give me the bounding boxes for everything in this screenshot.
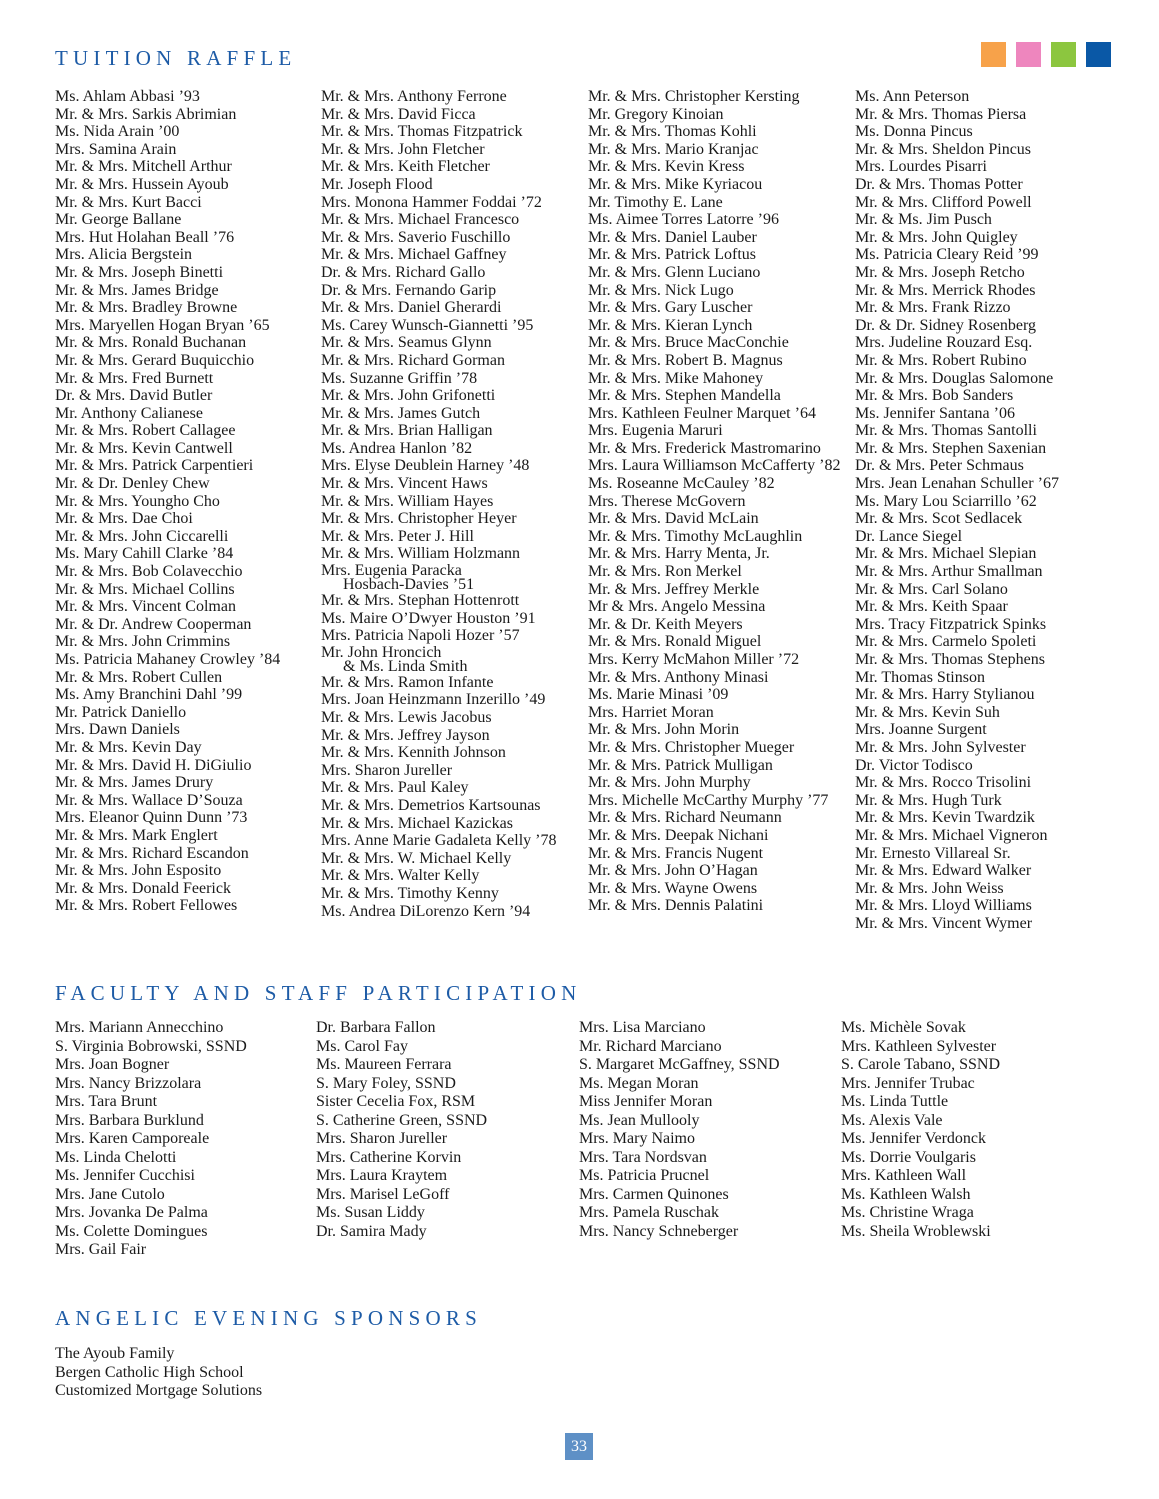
list-item: Mr. Richard Marciano bbox=[579, 1037, 722, 1055]
list-item: Mr. & Mrs. Daniel Lauber bbox=[588, 228, 757, 246]
list-item: Ms. Linda Tuttle bbox=[841, 1093, 949, 1110]
list-item: Mrs. Kerry McMahon Miller ’72 bbox=[588, 651, 800, 668]
list-item: Mr. & Mrs. Rocco Trisolini bbox=[855, 774, 1032, 792]
list-item: Ms. Jean Mullooly bbox=[579, 1111, 700, 1129]
list-item: Mr. & Mrs. W. Michael Kelly bbox=[321, 849, 512, 867]
list-item: Mr. & Mrs. William Hayes bbox=[321, 492, 494, 510]
list-item: Mr. & Mrs. Merrick Rhodes bbox=[855, 281, 1036, 299]
list-item: Mr. & Mrs. Robert Rubino bbox=[855, 351, 1027, 369]
list-item: Mr. & Mrs. Nick Lugo bbox=[588, 281, 734, 299]
list-item: Mr. & Mrs. Jeffrey Merkle bbox=[588, 580, 760, 598]
list-item: Mr. & Mrs. John Esposito bbox=[55, 862, 222, 880]
list-item bbox=[321, 563, 556, 592]
list-item: S. Virginia Bobrowski, SSND bbox=[55, 1037, 247, 1055]
name-column bbox=[321, 88, 556, 920]
list-item: Mrs. Karen Camporeale bbox=[55, 1130, 210, 1147]
list-item: Mr. Thomas Stinson bbox=[855, 668, 985, 686]
list-item-continuation: Hosbach-Davies ’51 bbox=[343, 576, 475, 594]
list-item: Mrs. Harriet Moran bbox=[588, 703, 714, 721]
list-item: Ms. Colette Domingues bbox=[55, 1222, 208, 1240]
list-item: Mr. & Mrs. Robert B. Magnus bbox=[588, 351, 783, 369]
list-item: Mr. Ernesto Villareal Sr. bbox=[855, 844, 1011, 862]
list-item: Ms. Suzanne Griffin ’78 bbox=[321, 369, 478, 387]
list-item: Mr. & Mrs. Bruce MacConchie bbox=[588, 334, 789, 352]
list-item: Mrs. Sharon Jureller bbox=[321, 761, 453, 779]
list-item: Mr. & Mrs. Kieran Lynch bbox=[588, 316, 753, 334]
list-item: Mr. & Mrs. Seamus Glynn bbox=[321, 334, 492, 352]
list-item: Dr. & Mrs. Richard Gallo bbox=[321, 263, 486, 281]
list-item: Mr. & Mrs. Arthur Smallman bbox=[855, 563, 1043, 581]
list-item: Ms. Megan Moran bbox=[579, 1074, 699, 1092]
list-item: S. Mary Foley, SSND bbox=[316, 1074, 456, 1092]
list-item: Mr. & Mrs. Demetrios Kartsounas bbox=[321, 796, 541, 814]
list-item: Mr. & Mrs. Michael Francesco bbox=[321, 211, 520, 229]
list-item: Mr. & Mrs. Stephen Mandella bbox=[588, 387, 781, 405]
list-item: Ms. Ann Peterson bbox=[855, 88, 970, 105]
list-item: Mrs. Mary Naimo bbox=[579, 1130, 695, 1147]
list-item: Mr. & Mrs. Wallace D’Souza bbox=[55, 791, 243, 809]
list-item: Mrs. Dawn Daniels bbox=[55, 721, 180, 739]
list-item: Mr. & Mrs. Kevin Suh bbox=[855, 703, 1000, 721]
list-item: Mr. & Mrs. Anthony Ferrone bbox=[321, 88, 507, 105]
list-item: Ms. Andrea DiLorenzo Kern ’94 bbox=[321, 902, 531, 920]
list-item: Mrs. Therese McGovern bbox=[588, 492, 746, 510]
list-item: Mr. & Mrs. Thomas Fitzpatrick bbox=[321, 123, 523, 141]
list-item: Mr. & Mrs. Scot Sedlacek bbox=[855, 510, 1023, 528]
list-item: Mrs. Maryellen Hogan Bryan ’65 bbox=[55, 316, 270, 334]
section-title-tuition-raffle: TUITION RAFFLE bbox=[55, 46, 297, 70]
list-item: Mr. & Mrs. Joseph Retcho bbox=[855, 263, 1025, 281]
list-item: Bergen Catholic High School bbox=[55, 1363, 244, 1381]
list-item: Mr. & Mrs. Patrick Carpentieri bbox=[55, 457, 254, 475]
list-item: Mr. & Mrs. Vincent Haws bbox=[321, 475, 488, 493]
list-item: Mr. & Ms. Jim Pusch bbox=[855, 211, 992, 229]
list-item: Mr. & Mrs. Christopher Mueger bbox=[588, 738, 795, 756]
list-item: Ms. Donna Pincus bbox=[855, 123, 973, 141]
list-item: Ms. Sheila Wroblewski bbox=[841, 1222, 991, 1240]
list-item: Ms. Kathleen Walsh bbox=[841, 1185, 971, 1203]
list-item: Mr. & Mrs. Richard Escandon bbox=[55, 844, 249, 862]
list-item: Mrs. Kathleen Wall bbox=[841, 1167, 967, 1184]
list-item: Mr. & Mrs. Walter Kelly bbox=[321, 867, 480, 885]
list-item: Mr. & Mrs. Michael Collins bbox=[55, 580, 235, 598]
list-item: Mr. & Mrs. John Murphy bbox=[588, 774, 751, 792]
list-item: Mr. & Mrs. Ramon Infante bbox=[321, 673, 494, 691]
list-item: Mr. & Mrs. Robert Fellowes bbox=[55, 897, 238, 915]
list-item: Mr. & Mrs. Paul Kaley bbox=[321, 779, 469, 797]
list-item: Mrs. Jane Cutolo bbox=[55, 1185, 165, 1203]
list-item: Ms. Alexis Vale bbox=[841, 1111, 943, 1129]
list-item: Mr. & Mrs. Glenn Luciano bbox=[588, 263, 761, 281]
list-item: Mr. & Mrs. Joseph Binetti bbox=[55, 263, 224, 281]
list-item: Mr. & Mrs. John Grifonetti bbox=[321, 387, 496, 405]
list-item: Ms. Christine Wraga bbox=[841, 1204, 974, 1221]
list-item: Mr. & Mrs. Timothy Kenny bbox=[321, 884, 499, 902]
list-item: Ms. Amy Branchini Dahl ’99 bbox=[55, 686, 243, 704]
list-item: Mrs. Nancy Schneberger bbox=[579, 1222, 739, 1240]
list-item: Ms. Marie Minasi ’09 bbox=[588, 686, 729, 704]
list-item: Mrs. Gail Fair bbox=[55, 1241, 147, 1258]
list-item: Mr. & Mrs. John Crimmins bbox=[55, 633, 231, 651]
list-item: Mrs. Michelle McCarthy Murphy ’77 bbox=[588, 791, 829, 809]
list-item: Mrs. Elyse Deublein Harney ’48 bbox=[321, 457, 530, 475]
list-item: Ms. Carol Fay bbox=[316, 1037, 408, 1055]
list-item-line: Mrs. Eugenia Paracka bbox=[321, 562, 462, 580]
list-item: Mr. & Mrs. Richard Gorman bbox=[321, 351, 505, 369]
list-item: S. Margaret McGaffney, SSND bbox=[579, 1056, 780, 1073]
list-item-line: Mr. John Hroncich bbox=[321, 643, 442, 661]
list-item: Dr. & Dr. Sidney Rosenberg bbox=[855, 316, 1037, 334]
list-item: Ms. Mary Cahill Clarke ’84 bbox=[55, 545, 234, 563]
list-item: Mr. & Mrs. Michael Vigneron bbox=[855, 826, 1048, 844]
list-item: Mr. & Mrs. Thomas Kohli bbox=[588, 123, 757, 141]
list-item: Mr. & Mrs. Carmelo Spoleti bbox=[855, 633, 1037, 651]
list-item: Mr. & Mrs. Robert Callagee bbox=[55, 422, 236, 440]
list-item: Mr. & Mrs. Michael Gaffney bbox=[321, 246, 507, 264]
list-item: Mrs. Joan Bogner bbox=[55, 1056, 170, 1073]
list-item: Mrs. Nancy Brizzolara bbox=[55, 1074, 202, 1092]
list-item: Mr. & Mrs. Frederick Mastromarino bbox=[588, 439, 821, 457]
list-item: Mr. & Mrs. Patrick Mulligan bbox=[588, 756, 773, 774]
list-item: Ms. Dorrie Voulgaris bbox=[841, 1148, 976, 1166]
list-item: Mr. Anthony Calianese bbox=[55, 404, 203, 422]
list-item: Mr. & Mrs. John Fletcher bbox=[321, 140, 485, 158]
list-item: Dr. Barbara Fallon bbox=[316, 1019, 436, 1036]
list-item: Ms. Patricia Cleary Reid ’99 bbox=[855, 246, 1039, 264]
list-item: Mrs. Joan Heinzmann Inzerillo ’49 bbox=[321, 691, 546, 709]
name-column bbox=[316, 1019, 487, 1241]
list-item: The Ayoub Family bbox=[55, 1345, 175, 1362]
list-item: Mrs. Eugenia Maruri bbox=[588, 422, 723, 440]
list-item: Mrs. Tracy Fitzpatrick Spinks bbox=[855, 615, 1047, 633]
list-item: Mr. & Mrs. David McLain bbox=[588, 510, 759, 528]
list-item: Mrs. Sharon Jureller bbox=[316, 1130, 448, 1147]
list-item: Mr. & Mrs. Christopher Kersting bbox=[588, 88, 800, 105]
list-item: S. Catherine Green, SSND bbox=[316, 1111, 488, 1129]
list-item: Mr. & Mrs. Mark Englert bbox=[55, 826, 218, 844]
list-item: Mr. & Mrs. Wayne Owens bbox=[588, 879, 758, 897]
list-item: Mrs. Lourdes Pisarri bbox=[855, 158, 987, 176]
list-item: Dr. Samira Mady bbox=[316, 1222, 427, 1240]
list-item: Mr. & Mrs. Patrick Loftus bbox=[588, 246, 756, 264]
list-item: Mr. & Mrs. Carl Solano bbox=[855, 580, 1008, 598]
name-column bbox=[579, 1019, 780, 1241]
list-item: Ms. Jennifer Santana ’06 bbox=[855, 404, 1015, 422]
list-item: Mr. & Mrs. Mitchell Arthur bbox=[55, 158, 232, 176]
list-item: Mr. & Mrs. Harry Stylianou bbox=[855, 686, 1035, 704]
list-item: Mrs. Mariann Annecchino bbox=[55, 1019, 224, 1036]
list-item: Ms. Linda Chelotti bbox=[55, 1148, 177, 1166]
list-item: Ms. Patricia Prucnel bbox=[579, 1167, 710, 1184]
list-item: Mr. & Mrs. Deepak Nichani bbox=[588, 826, 769, 844]
list-item: Mr. & Mrs. John Quigley bbox=[855, 228, 1018, 246]
list-item: Mr. & Mrs. Vincent Wymer bbox=[855, 914, 1033, 932]
list-item: Customized Mortgage Solutions bbox=[55, 1382, 263, 1399]
list-item: Mr. & Mrs. Ronald Buchanan bbox=[55, 334, 247, 352]
list-item: Dr. Lance Siegel bbox=[855, 527, 963, 545]
list-item: Mr. & Mrs. Douglas Salomone bbox=[855, 369, 1054, 387]
list-item: Ms. Carey Wunsch-Giannetti ’95 bbox=[321, 316, 534, 334]
list-item: Mr. & Mrs. Peter J. Hill bbox=[321, 527, 474, 545]
orange-swatch bbox=[981, 42, 1006, 67]
list-item: Ms. Patricia Mahaney Crowley ’84 bbox=[55, 651, 281, 668]
list-item: Mr. & Mrs. Youngho Cho bbox=[55, 492, 220, 510]
list-item: Ms. Michèle Sovak bbox=[841, 1019, 966, 1036]
list-item: Mr. & Mrs. Stephen Saxenian bbox=[855, 439, 1047, 457]
list-item: Mr. & Mrs. Anthony Minasi bbox=[588, 668, 769, 686]
list-item: Mr. & Mrs. John O’Hagan bbox=[588, 862, 758, 880]
list-item: Mrs. Kathleen Feulner Marquet ’64 bbox=[588, 404, 816, 422]
list-item: S. Carole Tabano, SSND bbox=[841, 1056, 1001, 1073]
list-item: Mr. & Mrs. David H. DiGiulio bbox=[55, 756, 252, 774]
list-item: Mr. & Mrs. Harry Menta, Jr. bbox=[588, 545, 770, 563]
list-item: Ms. Ahlam Abbasi ’93 bbox=[55, 88, 200, 105]
list-item: Mr. & Mrs. Daniel Gherardi bbox=[321, 299, 502, 317]
list-item: Mr. & Mrs. Keith Spaar bbox=[855, 598, 1008, 616]
list-item: Mr. & Dr. Denley Chew bbox=[55, 475, 210, 493]
list-item: Mr & Mrs. Angelo Messina bbox=[588, 598, 766, 616]
list-item: Mrs. Laura Kraytem bbox=[316, 1167, 448, 1184]
list-item: Mr. & Dr. Keith Meyers bbox=[588, 615, 743, 633]
list-item: Mrs. Carmen Quinones bbox=[579, 1185, 729, 1203]
list-item: Mr. & Mrs. Mario Kranjac bbox=[588, 140, 759, 158]
list-item: Mrs. Jean Lenahan Schuller ’67 bbox=[855, 475, 1059, 493]
list-item: Mr. & Mrs. Mike Mahoney bbox=[588, 369, 764, 387]
list-item: Mrs. Hut Holahan Beall ’76 bbox=[55, 228, 235, 246]
list-item: Mr. & Mrs. Kurt Bacci bbox=[55, 193, 202, 211]
list-item: Mrs. Laura Williamson McCafferty ’82 bbox=[588, 457, 841, 475]
list-item: Dr. Victor Todisco bbox=[855, 756, 973, 774]
list-item: Mrs. Samina Arain bbox=[55, 140, 177, 158]
list-item: Mr. & Mrs. William Holzmann bbox=[321, 545, 521, 563]
list-item: Mr. & Mrs. Robert Cullen bbox=[55, 668, 223, 686]
name-column bbox=[55, 1019, 247, 1260]
list-item: Mr. & Mrs. Ron Merkel bbox=[588, 563, 742, 581]
list-item: Mr. & Mrs. Clifford Powell bbox=[855, 193, 1032, 211]
list-item: Mrs. Monona Hammer Foddai ’72 bbox=[321, 193, 542, 211]
name-column bbox=[855, 88, 1059, 933]
name-column bbox=[588, 88, 840, 915]
list-item: Mrs. Judeline Rouzard Esq. bbox=[855, 334, 1033, 352]
list-item: Mrs. Pamela Ruschak bbox=[579, 1204, 719, 1221]
list-item: Mr. & Mrs. James Bridge bbox=[55, 281, 219, 299]
list-item: Mr. & Mrs. Stephan Hottenrott bbox=[321, 592, 520, 610]
color-swatches bbox=[981, 42, 1111, 67]
list-item: Miss Jennifer Moran bbox=[579, 1093, 713, 1110]
list-item: Mrs. Tara Brunt bbox=[55, 1093, 158, 1110]
pink-swatch bbox=[1016, 42, 1041, 67]
list-item: Mr. & Mrs. Hussein Ayoub bbox=[55, 175, 229, 193]
list-item bbox=[321, 645, 556, 674]
list-item: Mr. & Mrs. Thomas Stephens bbox=[855, 651, 1045, 668]
list-item: Mr. Patrick Daniello bbox=[55, 703, 187, 721]
list-item: Ms. Maureen Ferrara bbox=[316, 1056, 452, 1073]
list-item: Mr. & Mrs. Richard Neumann bbox=[588, 809, 782, 827]
list-item: Mr. & Mrs. Kevin Cantwell bbox=[55, 439, 233, 457]
list-item: Mr. & Mrs. Edward Walker bbox=[855, 862, 1032, 880]
list-item: Mrs. Joanne Surgent bbox=[855, 721, 987, 739]
list-item: Mrs. Jovanka De Palma bbox=[55, 1204, 208, 1221]
list-item: Ms. Susan Liddy bbox=[316, 1204, 425, 1221]
list-item-continuation: & Ms. Linda Smith bbox=[343, 657, 468, 675]
name-column bbox=[841, 1019, 1000, 1241]
list-item: Mr. & Mrs. Kennith Johnson bbox=[321, 744, 506, 762]
list-item: Dr. & Mrs. Peter Schmaus bbox=[855, 457, 1024, 475]
blue-swatch bbox=[1086, 42, 1111, 67]
list-item: Mr. Joseph Flood bbox=[321, 175, 433, 193]
list-item: Dr. & Mrs. David Butler bbox=[55, 387, 213, 405]
name-column bbox=[55, 1345, 262, 1401]
list-item: Mr. & Mrs. Francis Nugent bbox=[588, 844, 764, 862]
section-title-faculty-staff: FACULTY AND STAFF PARTICIPATION bbox=[55, 981, 582, 1005]
list-item: Mr. & Mrs. Kevin Day bbox=[55, 738, 202, 756]
list-item: Mr. & Mrs. Michael Slepian bbox=[855, 545, 1037, 563]
list-item: Mr. & Mrs. Bradley Browne bbox=[55, 299, 238, 317]
list-item: Mr. & Mrs. Dae Choi bbox=[55, 510, 193, 528]
list-item: Ms. Nida Arain ’00 bbox=[55, 123, 180, 141]
list-item: Mr. & Mrs. Bob Sanders bbox=[855, 387, 1014, 405]
list-item: Mr. & Mrs. John Morin bbox=[588, 721, 740, 739]
list-item: Mr. & Mrs. Mike Kyriacou bbox=[588, 175, 763, 193]
list-item: Mr. & Mrs. James Drury bbox=[55, 774, 214, 792]
list-item: Mr. & Mrs. Keith Fletcher bbox=[321, 158, 490, 176]
list-item: Mr. & Mrs. Dennis Palatini bbox=[588, 897, 764, 915]
list-item: Mr. & Mrs. Kevin Kress bbox=[588, 158, 745, 176]
list-item: Mrs. Tara Nordsvan bbox=[579, 1148, 707, 1166]
green-swatch bbox=[1051, 42, 1076, 67]
list-item: Mrs. Catherine Korvin bbox=[316, 1148, 462, 1166]
list-item: Ms. Jennifer Verdonck bbox=[841, 1130, 987, 1147]
list-item: Mrs. Eleanor Quinn Dunn ’73 bbox=[55, 809, 248, 827]
list-item: Mr. & Mrs. Gerard Buquicchio bbox=[55, 351, 255, 369]
list-item: Mr. & Mrs. Sheldon Pincus bbox=[855, 140, 1032, 158]
list-item: Mr. & Mrs. David Ficca bbox=[321, 105, 476, 123]
list-item: Mrs. Lisa Marciano bbox=[579, 1019, 706, 1036]
list-item: Ms. Andrea Hanlon ’82 bbox=[321, 439, 473, 457]
list-item: Mr. George Ballane bbox=[55, 211, 182, 229]
list-item: Mr. & Mrs. Ronald Miguel bbox=[588, 633, 762, 651]
list-item: Sister Cecelia Fox, RSM bbox=[316, 1093, 476, 1110]
list-item: Ms. Maire O’Dwyer Houston ’91 bbox=[321, 609, 536, 627]
list-item: Mr. & Mrs. Thomas Piersa bbox=[855, 105, 1027, 123]
list-item: Mr. & Mrs. Sarkis Abrimian bbox=[55, 105, 237, 123]
list-item: Mr. & Mrs. Christopher Heyer bbox=[321, 510, 517, 528]
list-item: Mr. & Mrs. Michael Kazickas bbox=[321, 814, 513, 832]
list-item: Mr. & Mrs. Kevin Twardzik bbox=[855, 809, 1035, 827]
list-item: Mr. & Mrs. Jeffrey Jayson bbox=[321, 726, 490, 744]
list-item: Dr. & Mrs. Fernando Garip bbox=[321, 281, 497, 299]
list-item: Mr. & Mrs. Thomas Santolli bbox=[855, 422, 1037, 440]
list-item: Mr. Timothy E. Lane bbox=[588, 193, 723, 211]
list-item: Mrs. Anne Marie Gadaleta Kelly ’78 bbox=[321, 832, 557, 850]
list-item: Mrs. Kathleen Sylvester bbox=[841, 1037, 997, 1055]
list-item: Ms. Roseanne McCauley ’82 bbox=[588, 475, 775, 493]
list-item: Mr. & Mrs. Saverio Fuschillo bbox=[321, 228, 511, 246]
list-item: Mrs. Marisel LeGoff bbox=[316, 1185, 450, 1203]
list-item: Mr. & Mrs. Frank Rizzo bbox=[855, 299, 1011, 317]
list-item: Mrs. Patricia Napoli Hozer ’57 bbox=[321, 627, 520, 645]
list-item: Mr. & Mrs. Timothy McLaughlin bbox=[588, 527, 803, 545]
name-column bbox=[55, 88, 280, 915]
list-item: Ms. Mary Lou Sciarrillo ’62 bbox=[855, 492, 1037, 510]
list-item: Mr. & Mrs. Lloyd Williams bbox=[855, 897, 1032, 915]
list-item: Mr. & Mrs. James Gutch bbox=[321, 404, 481, 422]
list-item: Mrs. Barbara Burklund bbox=[55, 1111, 204, 1129]
list-item: Mr. & Mrs. Brian Halligan bbox=[321, 422, 493, 440]
list-item: Mr. & Mrs. John Sylvester bbox=[855, 738, 1026, 756]
list-item: Mr. & Mrs. Donald Feerick bbox=[55, 879, 231, 897]
list-item: Mr. & Mrs. Gary Luscher bbox=[588, 299, 753, 317]
list-item: Mr. & Mrs. John Weiss bbox=[855, 879, 1004, 897]
page-number: 33 bbox=[565, 1433, 593, 1460]
list-item: Dr. & Mrs. Thomas Potter bbox=[855, 175, 1023, 193]
list-item: Mrs. Jennifer Trubac bbox=[841, 1074, 975, 1092]
section-title-angelic-sponsors: ANGELIC EVENING SPONSORS bbox=[55, 1306, 482, 1330]
list-item: Mr. & Mrs. Lewis Jacobus bbox=[321, 709, 492, 726]
list-item: Mrs. Alicia Bergstein bbox=[55, 246, 193, 264]
list-item: Mr. Gregory Kinoian bbox=[588, 105, 724, 123]
list-item: Mr. & Mrs. Bob Colavecchio bbox=[55, 563, 243, 581]
list-item: Ms. Jennifer Cucchisi bbox=[55, 1167, 195, 1184]
list-item: Mr. & Mrs. John Ciccarelli bbox=[55, 527, 229, 545]
list-item: Mr. & Mrs. Vincent Colman bbox=[55, 598, 236, 616]
list-item: Ms. Aimee Torres Latorre ’96 bbox=[588, 211, 779, 229]
list-item: Mr. & Mrs. Hugh Turk bbox=[855, 791, 1002, 809]
list-item: Mr. & Dr. Andrew Cooperman bbox=[55, 615, 252, 633]
list-item: Mr. & Mrs. Fred Burnett bbox=[55, 369, 214, 387]
